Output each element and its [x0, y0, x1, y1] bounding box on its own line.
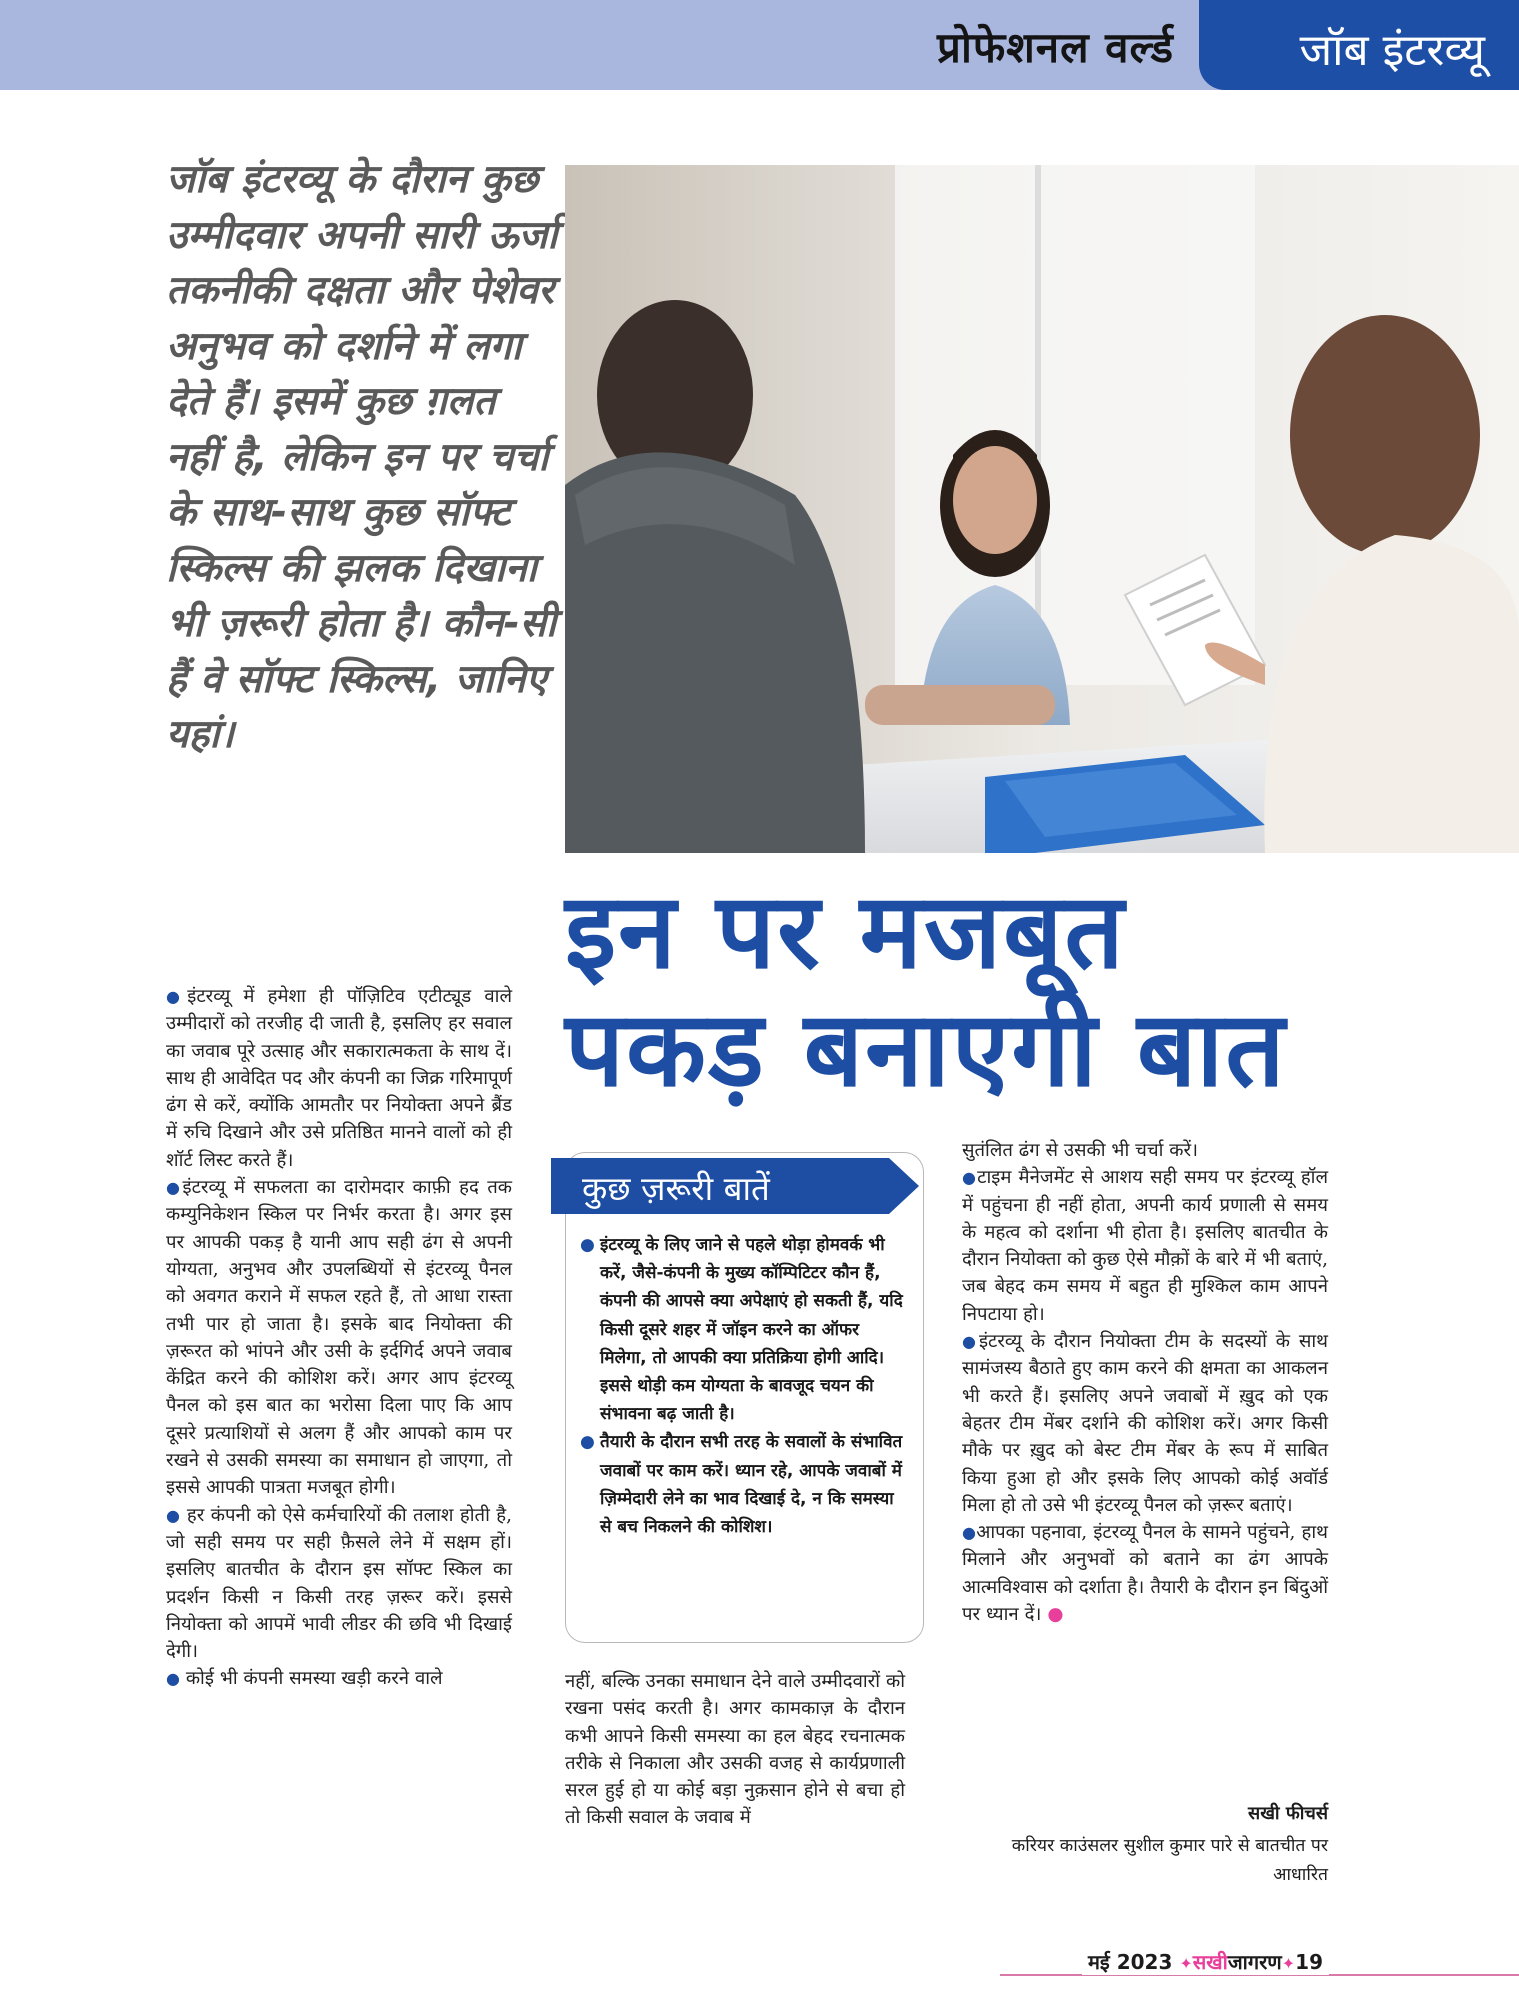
bullet-dot-icon: ● — [580, 1432, 595, 1453]
star-separator-icon: ✦ — [1281, 1954, 1296, 1973]
body-column-1 — [166, 983, 512, 1693]
paragraph: ●इंटरव्यू में हमेशा ही पॉज़िटिव एटीट्यूड वाले उम्मीदारों को तरजीह दी जाती है, इसलिए हर सवाल का जवाब पूरे उत्साह और सकारात्मकता के साथ दें। साथ ही आवेदित पद और कंपनी का जिक्र गरिमापूर्ण ढंग से करें, क्योंकि आमतौर पर नियोक्ता अपने ब्रैंड में रुचि दिखाने और उसे प्रतिष्ठित मानने वालों को ही शॉर्ट लिस्ट करते हैं। — [166, 986, 512, 1171]
bullet-dot-icon: ● — [962, 1523, 977, 1543]
bullet-dot-icon: ● — [962, 1332, 979, 1352]
headline — [565, 872, 1519, 1108]
bullet-dot-icon: ● — [962, 1168, 978, 1188]
page-number: 19 — [1295, 1950, 1323, 1974]
list-item: ● इंटरव्यू के लिए जाने से पहले थोड़ा होमवर्क भी करें, जैसे-कंपनी के मुख्य कॉम्पिटिटर कौन हैं, कंपनी की आपसे क्या अपेक्षाएं हो सकती हैं, यदि किसी दूसरे शहर में जॉइन करने का ऑफर मिलेगा, तो आपकी क्या प्रतिक्रिया होगी आदि। इससे थोड़ी कम योग्यता के बावजूद चयन की संभावना बढ़ जाती है। — [580, 1231, 910, 1428]
bullet-dot-icon: ● — [166, 1669, 180, 1689]
tips-box-list — [580, 1231, 910, 1541]
category-tab-label: जॉब इंटरव्यू — [1299, 25, 1485, 76]
credit-source: करियर काउंसलर सुशील कुमार पारे से बातचीत पर आधारित — [1011, 1836, 1328, 1885]
paragraph: ●टाइम मैनेजमेंट से आशय सही समय पर इंटरव्यू हॉल में पहुंचना ही नहीं होता, अपनी कार्य प्रणाली से समय के महत्व को दर्शाना भी होता है। इसलिए बातचीत के दौरान नियोक्ता को कुछ ऐसे मौक़ों के बारे में भी बताएं, जब बेहद कम समय में बहुत ही मुश्किल काम आपने निपटाया हो। — [962, 1167, 1328, 1325]
tips-box-title: कुछ ज़रूरी बातें — [582, 1169, 770, 1208]
bullet-dot-icon: ● — [166, 1178, 183, 1198]
body-column-2 — [565, 1668, 905, 1832]
interview-photo — [565, 165, 1519, 853]
star-separator-icon: ✦ — [1179, 1954, 1193, 1973]
brand-name-a: सखी — [1192, 1950, 1228, 1974]
list-item: ● तैयारी के दौरान सभी तरह के सवालों के संभावित जवाबों पर काम करें। ध्यान रहे, आपके जवाबों में ज़िम्मेदारी लेने का भाव दिखाई दे, न कि समस्या से बच निकलने की कोशिश। — [580, 1428, 910, 1541]
headline-line-1: इन पर मजबूत — [565, 870, 1126, 992]
paragraph: ● हर कंपनी को ऐसे कर्मचारियों की तलाश होती है, जो सही समय पर सही फ़ैसले लेने में सक्षम हों। इसलिए बातचीत के दौरान इस सॉफ्ट स्किल का प्रदर्शन किसी न किसी तरह ज़रूर करें। इससे नियोक्ता को आपमें भावी लीडर की छवि भी दिखाई देगी। — [166, 1504, 512, 1663]
bullet-dot-icon: ● — [166, 987, 188, 1006]
paragraph: ●इंटरव्यू में सफलता का दारोमदार काफ़ी हद तक कम्युनिकेशन स्किल पर निर्भर करता है। अगर इस पर आपकी पकड़ है यानी आप सही ढंग से अपनी योग्यता, अनुभव और उपलब्धियों से इंटरव्यू पैनल को अवगत कराने में सफल रहते हैं, तो आधा रास्ता तभी पार हो जाता है। इसके बाद नियोक्ता की ज़रूरत को भांपने और उसी के इर्दगिर्द अपने जवाब केंद्रित करने की कोशिश करें। अगर आप इंटरव्यू पैनल को इस बात का भरोसा दिला पाए कि आप दूसरे प्रत्याशियों से अलग हैं और आपको काम पर रखने से उसकी समस्या का समाधान हो जाएगा, तो इससे आपकी पात्रता मजबूत होगी। — [166, 1177, 512, 1499]
bullet-dot-icon: ● — [580, 1235, 595, 1255]
body-column-3 — [962, 1137, 1328, 1628]
paragraph: नहीं, बल्कि उनका समाधान देने वाले उम्मीदवारों को रखना पसंद करती है। अगर कामकाज़ के दौरान कभी आपने किसी समस्या का हल बेहद रचनात्मक तरीके से निकाला और उसकी वजह से कार्यप्रणाली सरल हुई हो या कोई बड़ा नुक़सान होने से बचा हो तो किसी सवाल के जवाब में — [565, 1671, 905, 1829]
page-folio — [1082, 1948, 1329, 1975]
end-mark-icon: ● — [1047, 1604, 1064, 1626]
paragraph: ●इंटरव्यू के दौरान नियोक्ता टीम के सदस्यों के साथ सामंजस्य बैठाते हुए काम करने की क्षमता का आकलन भी करते हैं। इसलिए अपने जवाबों में ख़ुद को एक बेहतर टीम मेंबर दर्शाने की कोशिश करें। अगर किसी मौके पर ख़ुद को बेस्ट टीम मेंबर के रूप में साबित किया हुआ हो और इसके लिए आपको कोई अवॉर्ड मिला हो तो उसे भी इंटरव्यू पैनल को ज़रूर बताएं। — [962, 1331, 1328, 1516]
paragraph: ●आपका पहनावा, इंटरव्यू पैनल के सामने पहुंचने, हाथ मिलाने और अनुभवों को बताने का ढंग आपके आत्मविश्वास को दर्शाता है। तैयारी के दौरान इन बिंदुओं पर ध्यान दें। ● — [962, 1522, 1328, 1626]
credit-agency: सखी फीचर्स — [1248, 1803, 1328, 1824]
paragraph: सुतंलित ढंग से उसकी भी चर्चा करें। — [962, 1140, 1199, 1161]
headline-line-2: पकड़ बनाएगी बात — [565, 988, 1287, 1110]
intro-text: जॉब इंटरव्यू के दौरान कुछ उम्मीदवार अपनी सारी ऊर्जा तकनीकी दक्षता और पेशेवर अनुभव को दर्शाने में लगा देते हैं। इसमें कुछ ग़लत नहीं है, लेकिन इन पर चर्चा के साथ-साथ कुछ सॉफ्ट स्किल्स की झलक दिखाना भी ज़रूरी होता है। कौन-सी हैं वे सॉफ्ट स्किल्स, जानिए यहां। — [166, 157, 558, 757]
brand-name-b: जागरण — [1227, 1950, 1282, 1974]
section-title: प्रोफेशनल वर्ल्ड — [937, 23, 1174, 72]
bullet-dot-icon: ● — [166, 1505, 181, 1525]
issue-date: मई 2023 — [1087, 1950, 1173, 1974]
paragraph: ● कोई भी कंपनी समस्या खड़ी करने वाले — [166, 1668, 443, 1690]
